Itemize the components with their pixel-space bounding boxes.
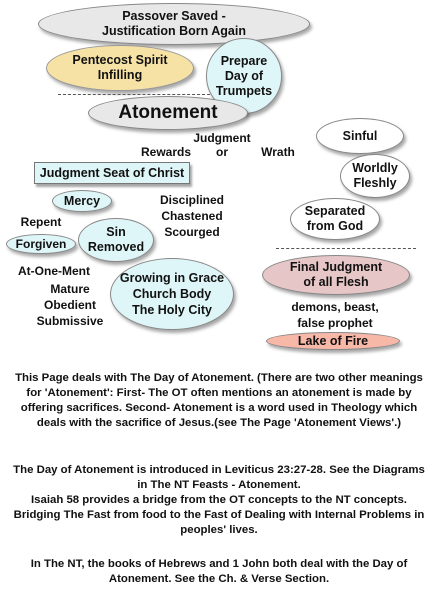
final-judgment-oval (262, 255, 410, 295)
separated-line-1: Separated (304, 204, 366, 218)
scourged-label: Scourged (164, 225, 220, 239)
separated-line-2: from God (306, 219, 364, 233)
sinful-oval (316, 118, 404, 154)
trumpets-line-3: Trumpets (215, 83, 273, 98)
demons-line-2: false prophet (297, 316, 373, 330)
sin-removed-oval (78, 218, 154, 262)
passover-oval (38, 3, 310, 45)
pentecost-line-2: Infilling (97, 68, 143, 82)
mercy-oval (52, 190, 112, 212)
growing-line-1: Growing in Grace (119, 271, 225, 285)
mature-stack (30, 281, 110, 329)
intro-paragraph: This Page deals with The Day of Atonement. (There are two other meanings for 'Atonement': First- The OT often mentions an atonement is made by offering sacrifices. Second- Atonement is a word used in Theology which deals with the sacrifice of Jesus.(see The Page 'Atonement Views'.) (15, 372, 423, 429)
lake-of-fire-oval (266, 332, 400, 350)
worldly-line-2: Fleshly (353, 176, 397, 190)
right-divider (276, 248, 416, 249)
isaiah-paragraph: Isaiah 58 provides a bridge from the OT concepts to the NT concepts. Bridging The Fast from food to the Fast of Dealing with Internal Problems in peoples' lives. (13, 494, 425, 536)
worldly-oval (340, 154, 410, 198)
trumpets-line-1: Prepare (220, 53, 268, 68)
obedient-label: Obedient (43, 298, 96, 312)
judgment-seat-box (34, 162, 190, 184)
worldly-line-1: Worldly (352, 161, 398, 175)
rewards-label: Rewards (140, 145, 192, 159)
mercy-label: Mercy (63, 194, 101, 208)
at-one-ment-label: At-One-Ment (18, 264, 90, 278)
repent-label: Repent (20, 215, 62, 229)
submissive-label: Submissive (36, 314, 104, 328)
atonement-title: Atonement (118, 102, 218, 123)
or-label: or (216, 145, 228, 159)
disciplined-stack (152, 192, 232, 240)
demons-stack (270, 299, 400, 331)
trumpets-line-2: Day of (224, 68, 264, 83)
final-line-1: Final Judgment (289, 260, 383, 274)
lake-of-fire-label: Lake of Fire (297, 334, 369, 348)
pentecost-line-1: Pentecost Spirit (72, 53, 168, 67)
sin-line-2: Removed (87, 240, 145, 254)
top-divider (58, 94, 210, 95)
chastened-label: Chastened (161, 209, 223, 223)
wrath-label: Wrath (261, 145, 295, 159)
leviticus-paragraph: The Day of Atonement is introduced in Leviticus 23:27-28. See the Diagrams in The NT Feasts - Atonement. (13, 464, 425, 491)
atonement-oval (88, 96, 248, 130)
mature-label: Mature (50, 282, 90, 296)
growing-oval (110, 258, 234, 330)
growing-line-2: Church Body (132, 287, 212, 301)
demons-line-1: demons, beast, (291, 300, 379, 314)
sin-line-1: Sin (106, 225, 126, 239)
growing-line-3: The Holy City (132, 303, 212, 317)
passover-line-2: Justification Born Again (102, 24, 246, 38)
final-line-2: of all Flesh (303, 275, 369, 289)
judgment-seat-label: Judgment Seat of Christ (39, 166, 185, 180)
passover-line-1: Passover Saved - (122, 9, 226, 23)
disciplined-label: Disciplined (159, 193, 224, 207)
forgiven-label: Forgiven (15, 237, 67, 251)
nt-paragraph: In The NT, the books of Hebrews and 1 John both deal with the Day of Atonement. See the Ch. & Verse Section. (30, 558, 408, 585)
pentecost-oval (46, 45, 194, 91)
forgiven-oval (6, 234, 76, 254)
separated-oval (290, 198, 380, 240)
judgment-label: Judgment (193, 131, 251, 145)
sinful-label: Sinful (342, 129, 378, 143)
